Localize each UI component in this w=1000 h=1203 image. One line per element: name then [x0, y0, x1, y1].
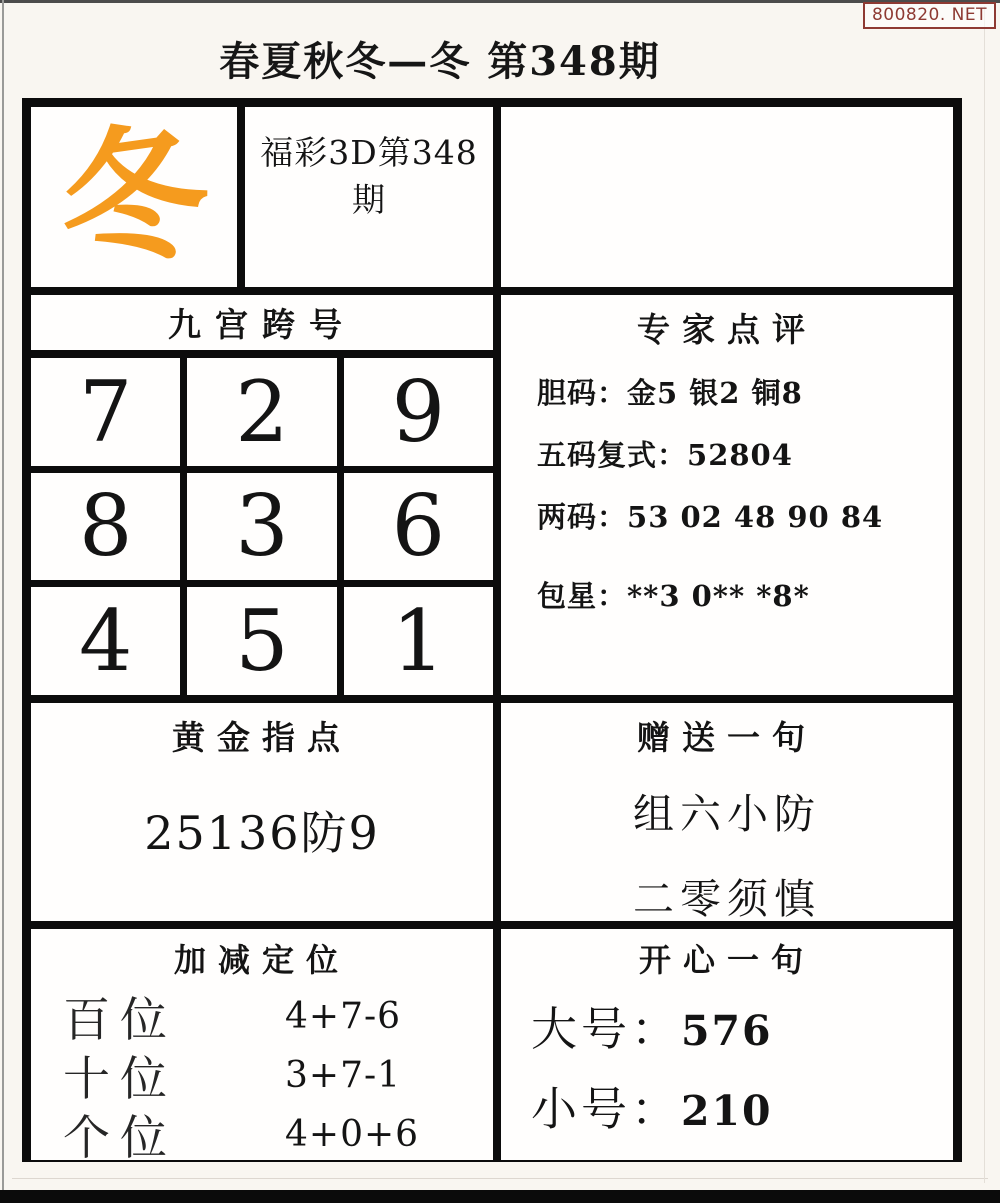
expert-line-value: 52804 [687, 438, 793, 472]
expert-section [501, 295, 953, 695]
expert-line-value: 金5 银2 铜8 [627, 376, 803, 410]
nine-grid-header: 九宫跨号 [31, 295, 493, 350]
season-logo-box [31, 99, 237, 295]
happy-row [531, 993, 953, 1059]
positioning-row-label: 百位 [63, 993, 177, 1048]
scan-artifact-line [984, 6, 985, 1183]
gift-line: 组六小防 [633, 790, 821, 838]
expert-line-value: **3 0** *8* [627, 579, 810, 613]
expert-line-value: 53 02 48 90 84 [627, 500, 884, 534]
grid-cell: 4 [31, 587, 180, 695]
expert-line-label: 胆码： [537, 376, 628, 410]
happy-section [501, 929, 953, 1160]
expert-line [537, 495, 953, 536]
positioning-row-formula: 4+0+6 [285, 1114, 420, 1155]
happy-header: 开心一句 [638, 941, 815, 979]
gift-section [501, 703, 953, 921]
scan-top-edge [0, 0, 1000, 3]
grid-cell: 6 [344, 473, 493, 581]
gift-lines [501, 781, 953, 925]
scan-artifact-line [12, 1178, 988, 1179]
positioning-row [63, 1042, 493, 1107]
expert-line [537, 371, 953, 412]
positioning-rows [31, 983, 493, 1166]
gift-header: 赠送一句 [637, 718, 817, 757]
grid-cell: 5 [187, 587, 336, 695]
positioning-row-label: 十位 [63, 1052, 177, 1107]
scan-bottom-bar [0, 1190, 1000, 1203]
happy-row-value: 576 [681, 1007, 773, 1055]
expert-line-label: 包星： [537, 579, 628, 613]
logo-issue-row [31, 99, 493, 295]
expert-line-label: 两码： [537, 500, 628, 534]
positioning-row-formula: 4+7-6 [285, 996, 402, 1037]
gift-line: 二零须慎 [633, 875, 821, 923]
happy-rows [501, 993, 953, 1139]
grid-cell: 3 [187, 473, 336, 581]
positioning-header: 加减定位 [173, 941, 350, 979]
golden-tip-value: 25136防9 [144, 806, 380, 860]
nine-grid [31, 358, 493, 695]
site-watermark: 800820. NET [863, 2, 996, 29]
golden-tip-header: 黄金指点 [172, 718, 352, 757]
happy-row-value: 210 [681, 1087, 773, 1135]
winter-calligraphy-glyph: 冬 [54, 99, 214, 295]
happy-row-label: 大号： [531, 1002, 681, 1056]
happy-row-label: 小号： [531, 1082, 681, 1136]
grid-cell: 7 [31, 358, 180, 466]
positioning-row [63, 1101, 493, 1166]
expert-header: 专家点评 [637, 310, 817, 349]
happy-row [531, 1073, 953, 1139]
positioning-row-formula: 3+7-1 [285, 1055, 402, 1096]
expert-line-label: 五码复式： [537, 438, 688, 472]
positioning-row-label: 个位 [63, 1111, 177, 1166]
page-title: 春夏秋冬—冬 第348期 [219, 38, 661, 85]
expert-lines [501, 371, 953, 615]
grid-cell: 1 [344, 587, 493, 695]
grid-cell: 2 [187, 358, 336, 466]
golden-tip-section [31, 703, 493, 921]
grid-cell: 8 [31, 473, 180, 581]
positioning-section [31, 929, 493, 1166]
grid-cell: 9 [344, 358, 493, 466]
expert-line [537, 433, 953, 474]
scan-left-edge [2, 0, 4, 1203]
nine-grid-section [31, 295, 493, 695]
empty-box [501, 107, 953, 287]
positioning-row [63, 983, 493, 1048]
tip-board [22, 98, 962, 1166]
issue-label: 福彩3D第348期 [245, 107, 493, 287]
expert-line [537, 574, 953, 615]
